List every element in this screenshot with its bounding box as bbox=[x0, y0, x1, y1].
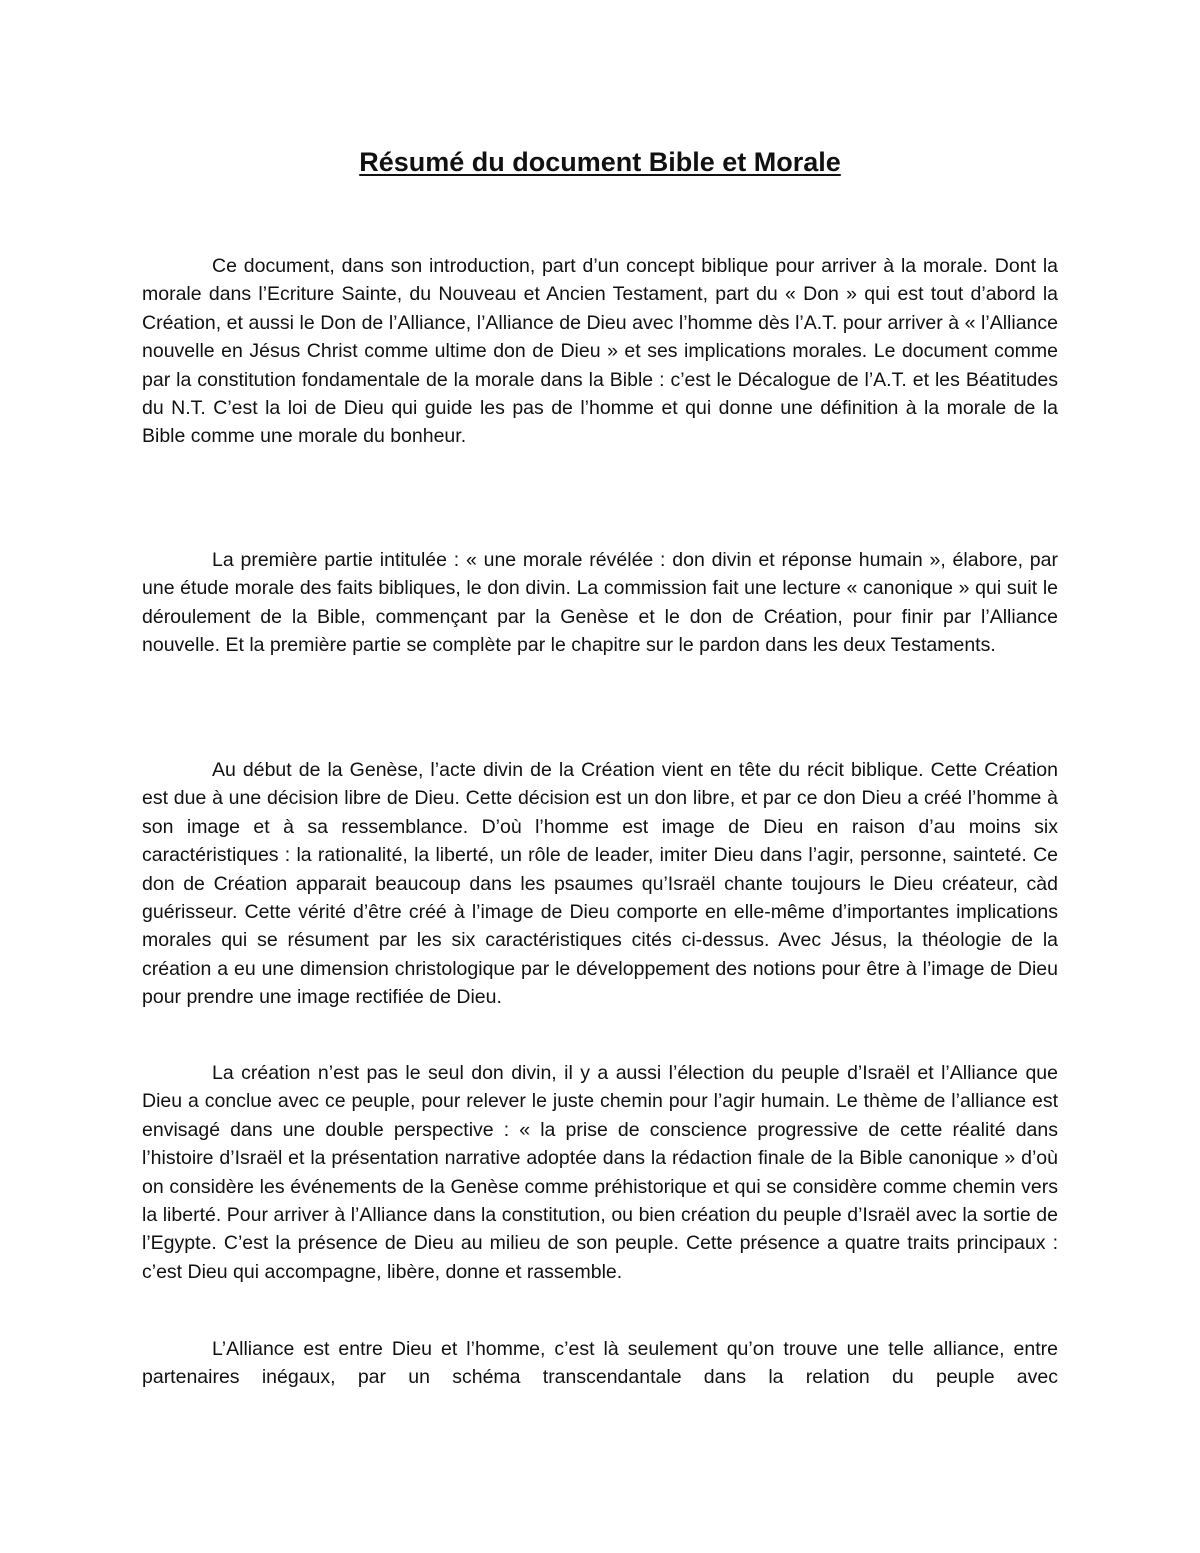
paragraph-premiere-partie: La première partie intitulée : « une morale révélée : don divin et réponse humain », élabore, par une étude morale des faits bibliques, le don divin. La commission fait une lecture « canonique » qui suit le déroulement de la Bible, commençant par la Genèse et le don de Création, pour finir par l’Alliance nouvelle. Et la première partie se complète par le chapitre sur le pardon dans les deux Testaments. bbox=[142, 549, 1058, 657]
paragraph-genese: Au début de la Genèse, l’acte divin de la Création vient en tête du récit biblique. Cette Création est due à une décision libre de Dieu. Cette décision est un don libre, et par ce don Dieu a créé l’homme à son image et à sa ressemblance. D’où l’homme est image de Dieu en raison d’au moins six caractéristiques : la rationalité, la liberté, un rôle de leader, imiter Dieu dans l’agir, personne, sainteté. Ce don de Création apparait beaucoup dans les psaumes qu’Israël chante toujours le Dieu créateur, càd guérisseur. Cette vérité d’être créé à l’image de Dieu comporte en elle-même d’importantes implications morales qui se résument par les six caractéristiques cités ci-dessus. Avec Jésus, la théologie de la création a eu une dimension christologique par le développement des notions pour être à l’image de Dieu pour prendre une image rectifiée de Dieu. bbox=[142, 759, 1058, 1009]
paragraph-election-alliance: La création n’est pas le seul don divin, il y a aussi l’élection du peuple d’Israël et l’Alliance que Dieu a conclue avec ce peuple, pour relever le juste chemin pour l’agir humain. Le thème de l’alliance est envisagé dans une double perspective : « la prise de conscience progressive de cette réalité dans l’histoire d’Israël et la présentation narrative adoptée dans la rédaction finale de la Bible canonique » d’où on considère les événements de la Genèse comme préhistorique et qui se considère comme chemin vers la liberté. Pour arriver à l’Alliance dans la constitution, ou bien création du peuple d’Israël avec la sortie de l’Egypte. C’est la présence de Dieu au milieu de son peuple. Cette présence a quatre traits principaux : c’est Dieu qui accompagne, libère, donne et rassemble. bbox=[142, 1062, 1058, 1283]
paragraph-introduction: Ce document, dans son introduction, part d’un concept biblique pour arriver à la morale. Dont la morale dans l’Ecriture Sainte, du Nouveau et Ancien Testament, part du « Don » qui est tout d’abord la Création, et aussi le Don de l’Alliance, l’Alliance de Dieu avec l’homme dès l’A.T. pour arriver à « l’Alliance nouvelle en Jésus Christ comme ultime don de Dieu » et ses implications morales. Le document comme par la constitution fondamentale de la morale dans la Bible : c’est le Décalogue de l’A.T. et les Béatitudes du N.T. C’est la loi de Dieu qui guide les pas de l’homme et qui donne une définition à la morale de la Bible comme une morale du bonheur. bbox=[142, 255, 1058, 448]
document-title: Résumé du document Bible et Morale bbox=[359, 147, 841, 177]
paragraph-alliance-dieu-homme: L’Alliance est entre Dieu et l’homme, c’est là seulement qu’on trouve une telle alliance, entre partenaires inégaux, par un schéma transcendantale dans la relation du peuple avec bbox=[142, 1338, 1058, 1389]
